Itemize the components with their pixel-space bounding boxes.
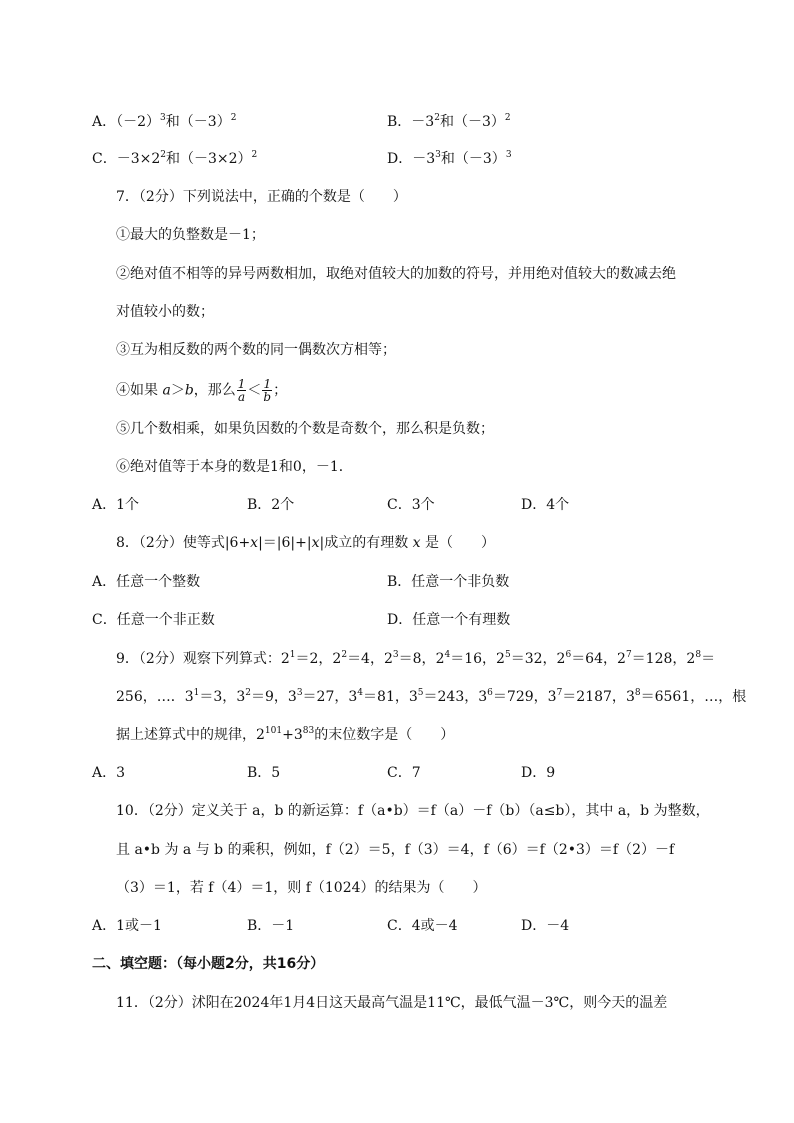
q6-option-b: B．$-3^2$和$(-3)^2$: [387, 113, 511, 130]
q8-option-c: C．任意一个非正数: [92, 612, 215, 628]
q11-stem: 11．（2分）沭阳在2024年1月4日这天最高气温是11℃，最低气温－3℃，则今天的温差: [116, 995, 668, 1011]
q9-line2-power-6: $3^7=2187$，: [547, 688, 626, 705]
q10-option-b: B．－1: [247, 918, 295, 934]
q9-line-3: 据上述算式中的规律，$2^{101}+3^{83}$的末位数字是（ ）: [116, 726, 455, 743]
q9-line-1: 9．（2分）观察下列算式：$2^1=2$，$2^2=4$，$2^3=8$，$2^4=16$，$2^5=32$，$2^6=64$，$2^7=128$，$2^8=$: [116, 650, 716, 667]
q8-option-a: A．任意一个整数: [92, 574, 201, 590]
q7-stem: 7．（2分）下列说法中，正确的个数是（ ）: [116, 189, 407, 205]
q10-line-2: 且 a•b 为 a 与 b 的乘积，例如，f（2）＝5，f（3）＝4，f（6）＝f（2•3）＝f（2）－f: [116, 842, 675, 858]
q7-statement-3: ③互为相反数的两个数的同一偶数次方相等；: [116, 342, 396, 358]
q9-option-c: C．7: [387, 765, 421, 781]
q10-option-c: C．4或－4: [387, 918, 458, 934]
q7-option-a: A．1个: [92, 497, 140, 513]
q9-line2-power-0: $3^1=3$，: [184, 688, 237, 705]
q7-statement-5: ⑤几个数相乘，如果负因数的个数是奇数个，那么积是负数；: [116, 421, 494, 437]
q9-line1-power-2: $2^3=8$，: [383, 650, 436, 667]
q9-line1-power-6: $2^7=128$，: [617, 650, 687, 667]
q9-line1-power-4: $2^5=32$，: [496, 650, 557, 667]
q8-stem: 8．（2分）使等式|6+x|＝|6|+|x|成立的有理数 x 是（ ）: [116, 535, 496, 551]
section-heading-fill-in: 二、填空题：（每小题2分，共16分）: [92, 956, 325, 972]
q7-statement-6: ⑥绝对值等于本身的数是1和0，－1．: [116, 459, 353, 475]
q6-option-a: A．$(-2)^3$和$(-3)^2$: [92, 113, 237, 130]
q9-line2-power-2: $3^3=27$，: [287, 688, 349, 705]
q9-line1-power-1: $2^2=4$，: [332, 650, 384, 667]
q9-line2-power-4: $3^5=243$，: [408, 688, 479, 705]
q7-statement-1: ①最大的负整数是－1；: [116, 227, 265, 243]
q9-option-d: D．9: [521, 765, 556, 781]
fraction-1-over-b: $\frac{1}{b}$: [263, 377, 272, 404]
q7-statement-2b: 对值较小的数；: [116, 304, 214, 320]
q10-option-a: A．1或－1: [92, 918, 162, 934]
q9-line2-power-1: $3^2=9$，: [236, 688, 288, 705]
q8-option-d: D．任意一个有理数: [387, 612, 511, 628]
q9-option-b: B．5: [247, 765, 281, 781]
q7-statement-4: ④如果 a＞b，那么 $\frac{1}{a}$ ＜ $\frac{1}{b}$ ；: [116, 377, 288, 404]
q7-option-c: C．3个: [387, 497, 435, 513]
q6-option-c: C．$-3\times 2^2$和$(-3\times 2)^2$: [92, 150, 258, 167]
q9-option-a: A．3: [92, 765, 126, 781]
q9-line-2: 256，…．$3^1=3$，$3^2=9$，$3^3=27$，$3^4=81$，$3^5=243$，$3^6=729$，$3^7=2187$，$3^8=6561$，…，根: [116, 688, 747, 705]
q7-statement-2a: ②绝对值不相等的异号两数相加，取绝对值较大的加数的符号，并用绝对值较大的数减去绝: [116, 266, 676, 282]
q9-line1-power-7: $2^8=$: [686, 650, 716, 667]
q6-option-d: D．$-3^3$和$(-3)^3$: [387, 150, 512, 167]
q10-option-d: D．－4: [521, 918, 570, 934]
q9-line2-power-7: $3^8=6561$，…，根: [625, 688, 747, 705]
q10-line-3: （3）＝1，若 f（4）＝1，则 f（1024）的结果为（ ）: [116, 880, 487, 896]
q7-option-d: D．4个: [521, 497, 570, 513]
q10-line-1: 10．（2分）定义关于 a，b 的新运算：f（a•b）＝f（a）－f（b）（a≤b），其中 a，b 为整数，: [116, 803, 710, 819]
q9-line1-power-0: $2^1=2$，: [280, 650, 333, 667]
q7-option-b: B．2个: [247, 497, 295, 513]
q9-line1-power-3: $2^4=16$，: [435, 650, 497, 667]
q9-line2-power-3: $3^4=81$，: [348, 688, 409, 705]
q9-line1-power-5: $2^6=64$，: [556, 650, 618, 667]
fraction-1-over-a: $\frac{1}{a}$: [237, 377, 246, 404]
q8-option-b: B．任意一个非负数: [387, 574, 510, 590]
q9-line2-power-5: $3^6=729$，: [478, 688, 548, 705]
